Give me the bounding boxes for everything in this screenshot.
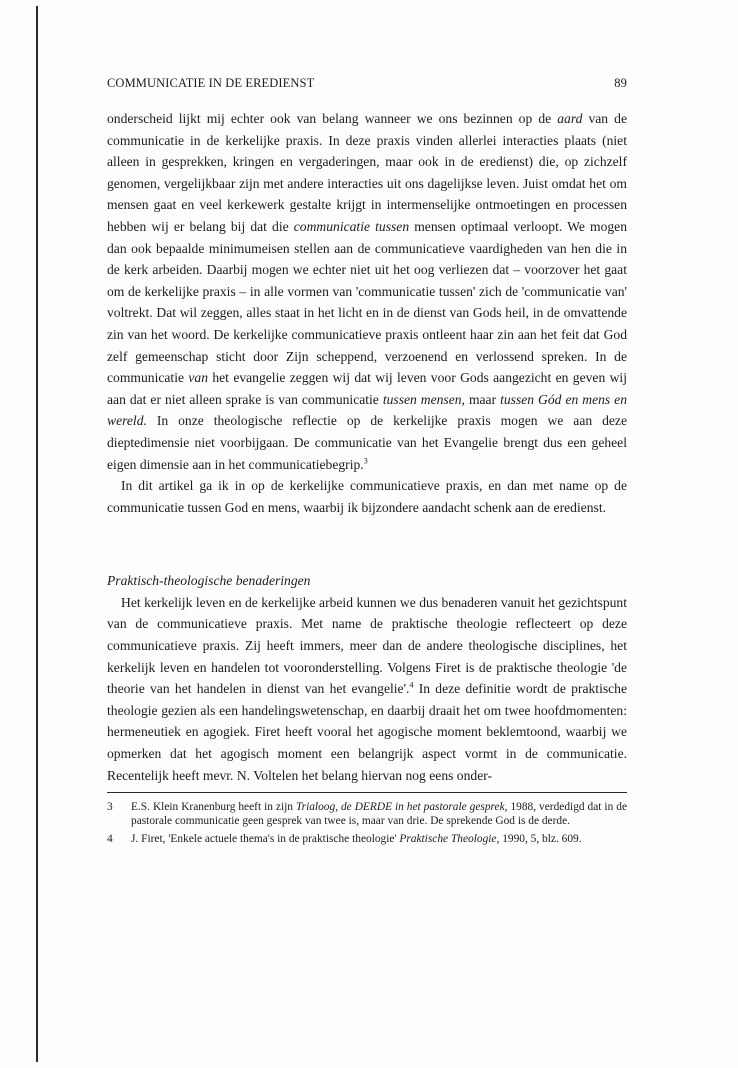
footnote-ref-3: 3 bbox=[363, 455, 368, 465]
text-run: van de communicatie in de kerkelijke praxis. In deze praxis vinden allerlei interacties plaats (niet alleen in gesprekken, kringen en vergaderingen, maar ook in de eredienst) die, op zichzelf genomen, vergelijkbaar zijn met andere interacties uit ons dagelijkse leven. Juist omdat het om mensen gaat en veel kerkewerk gestalte krijgt in intermenselijke ontmoetingen en processen hebben wij er belang bij dat die bbox=[107, 111, 627, 234]
text-run: In onze theologische reflectie op de kerkelijke praxis mogen we aan deze dieptedimensie niet voorbijgaan. De communicatie van het Evangelie brengt dus een geheel eigen dimensie aan in het communicatiebegrip. bbox=[107, 413, 627, 472]
italic-run: Trialoog, de DERDE in het pastorale gesprek, bbox=[295, 801, 508, 814]
italic-run: van bbox=[188, 370, 208, 386]
binding-edge-line bbox=[36, 6, 38, 1062]
italic-run: Praktische Theologie, bbox=[399, 833, 500, 846]
text-run: 1990, 5, blz. 609. bbox=[499, 833, 582, 846]
italic-run: communicatie tussen bbox=[293, 218, 410, 234]
footnote-number: 3 bbox=[107, 801, 113, 814]
text-run: onderscheid lijkt mij echter ook van belang wanneer we ons bezinnen op de bbox=[107, 111, 558, 126]
text-run: mensen optimaal verloopt. We mogen dan ook bepaalde minimumeisen stellen aan de communicatieve vaardigheden van hen die in de kerk arbeiden. Daarbij mogen we echter niet uit het oog verliezen dat – voorzover het gaat om de kerkelijke praxis – in alle vormen van 'communicatie tussen' zich de 'communicatie van' voltrekt. Dat wil zeggen, alles staat in het licht en in de dienst van Gods heil, in de omvattende zin van het woord. De kerkelijke communicatieve praxis ontleent haar zin aan het feit dat God zelf gemeenschap sticht door Zijn scheppend, verzoenend en verlossend spreken. In de communicatie bbox=[107, 218, 627, 386]
text-run: In deze definitie wordt de praktische theologie gezien als een handelingswetenschap, en daarbij draait het om twee hoofdmomenten: hermeneutiek en agogiek. Firet heeft vooral het agogische moment beklemtoond, waarbij we opmerken dat het agogisch moment een belangrijk aspect vormt in de communicatie. Recentelijk heeft mevr. N. Voltelen het belang hiervan nog eens onder- bbox=[107, 681, 627, 783]
book-page bbox=[107, 72, 627, 851]
page-number: 89 bbox=[614, 76, 627, 90]
paragraph-2: In dit artikel ga ik in op de kerkelijke communicatieve praxis, en dan met name op de communicatie tussen God en mens, waarbij ik bijzondere aandacht schenk aan de eredienst. bbox=[107, 478, 627, 515]
text-run: J. Firet, 'Enkele actuele thema's in de praktische theologie' bbox=[131, 833, 400, 846]
footnote-number: 4 bbox=[107, 833, 113, 846]
footnote-4 bbox=[107, 833, 627, 846]
italic-run: aard bbox=[557, 111, 583, 126]
text-run: het evangelie zeggen wij dat wij leven voor Gods aangezicht en geven wij aan dat er niet alleen sprake is van communicatie bbox=[107, 370, 627, 407]
italic-run: tussen mensen, bbox=[382, 391, 465, 407]
paragraph-1 bbox=[107, 108, 627, 475]
footnote-ref-4: 4 bbox=[409, 680, 414, 690]
footnotes bbox=[107, 801, 627, 846]
italic-run: tussen Gód en mens en wereld. bbox=[107, 391, 627, 429]
text-run: 1988, verdedigd dat in de pastorale communicatie geen gesprek van twee is, maar van drie. De sprekende God is de derde. bbox=[131, 801, 627, 827]
text-run: Het kerkelijk leven en de kerkelijke arbeid kunnen we dus benaderen vanuit het gezichtspunt van de communicatieve praxis. Met name de praktische theologie reflecteert op deze communicatieve praxis. Zij heeft immers, meer dan de andere theologische disciplines, het kerkelijk leven en handelen tot vooronderstelling. Volgens Firet is de praktische theologie 'de theorie van het handelen in dienst van het evangelie'. bbox=[107, 594, 627, 697]
section-heading: Praktisch-theologische benaderingen bbox=[107, 573, 311, 589]
text-run: E.S. Klein Kranenburg heeft in zijn bbox=[131, 801, 296, 814]
paragraph-3 bbox=[107, 592, 627, 786]
running-head bbox=[107, 72, 627, 94]
text-run: maar bbox=[464, 391, 501, 407]
footnote-separator bbox=[107, 792, 627, 793]
footnote-3 bbox=[107, 801, 627, 828]
running-title: COMMUNICATIE IN DE EREDIENST bbox=[107, 76, 315, 90]
body-text bbox=[107, 108, 627, 786]
footnote-text bbox=[131, 833, 627, 846]
footnote-text bbox=[131, 801, 627, 828]
